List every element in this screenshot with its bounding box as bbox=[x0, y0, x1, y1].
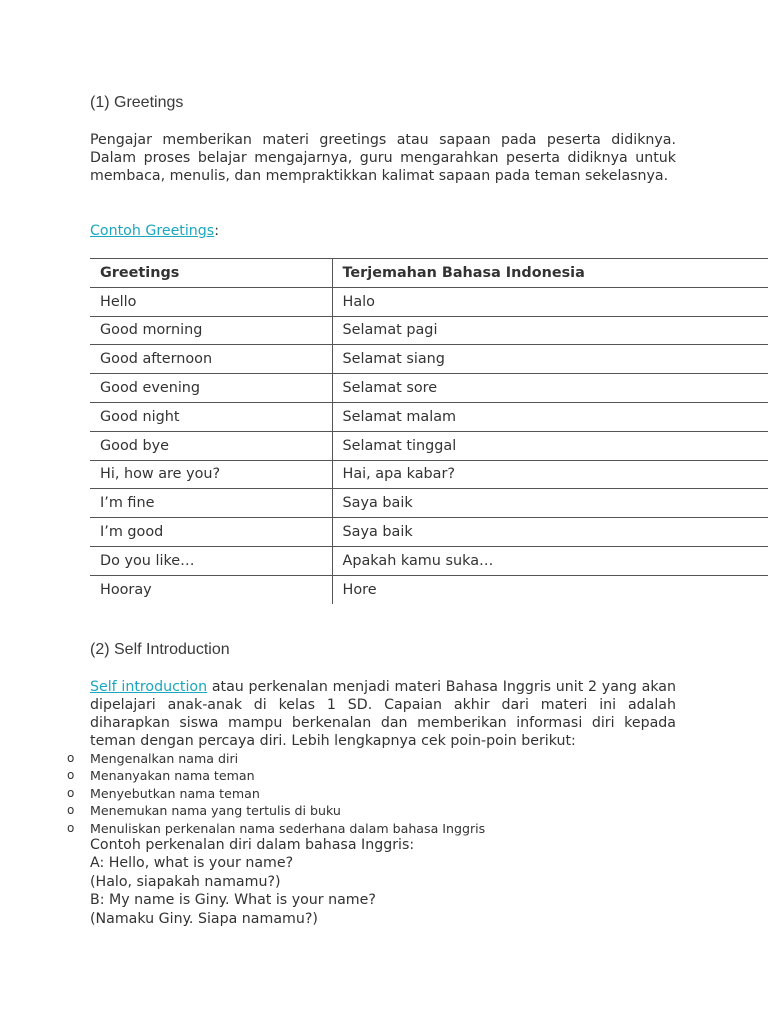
table-row bbox=[90, 489, 768, 518]
bullet-marker: o bbox=[67, 803, 75, 818]
translation-cell: Hai, apa kabar? bbox=[342, 466, 456, 483]
greeting-cell: Hi, how are you? bbox=[90, 460, 332, 489]
section-heading-self-introduction: (2) Self Introduction bbox=[90, 641, 230, 658]
example-line: (Halo, siapakah namamu?) bbox=[90, 873, 281, 890]
greeting-cell: Hooray bbox=[90, 575, 332, 604]
list-item-text: Mengenalkan nama diri bbox=[90, 751, 239, 766]
translation-cell: Saya baik bbox=[342, 495, 413, 512]
translation-cell: Selamat pagi bbox=[342, 322, 438, 339]
greeting-cell: Good evening bbox=[90, 374, 332, 403]
list-item-text: Menanyakan nama teman bbox=[90, 768, 255, 784]
example-line: (Namaku Giny. Siapa namamu?) bbox=[90, 910, 318, 927]
example-line: B: My name is Giny. What is your name? bbox=[90, 892, 376, 909]
translation-cell: Selamat malam bbox=[342, 408, 457, 425]
table-row bbox=[90, 546, 768, 575]
column-header-greetings: Greetings bbox=[90, 259, 332, 288]
table-row bbox=[90, 460, 768, 489]
column-header-translation: Terjemahan Bahasa Indonesia bbox=[342, 264, 585, 281]
greeting-cell: Good night bbox=[90, 402, 332, 431]
table-row bbox=[90, 575, 768, 604]
introduction-example bbox=[90, 836, 414, 928]
list-item bbox=[0, 750, 485, 767]
greeting-cell: Do you like… bbox=[90, 546, 332, 575]
translation-cell: Hore bbox=[342, 581, 377, 598]
self-introduction-text: atau perkenalan menjadi materi Bahasa Inggris unit 2 yang akan dipelajari anak-anak di kelas 1 SD. Capaian akhir dari materi ini adalah diharapkan siswa mampu berkenalan dan memberikan informasi diri kepada teman dengan percaya diri. Lebih lengkapnya cek poin-poin berikut: bbox=[90, 679, 676, 749]
table-row bbox=[90, 431, 768, 460]
greetings-table bbox=[90, 258, 768, 604]
table-row bbox=[90, 287, 768, 316]
greeting-cell: Good afternoon bbox=[90, 345, 332, 374]
bullet-marker: o bbox=[67, 820, 75, 835]
list-item-text: Menemukan nama yang tertulis di buku bbox=[90, 803, 341, 819]
example-line: Contoh perkenalan diri dalam bahasa Inggris: bbox=[90, 837, 415, 853]
section-heading-greetings: (1) Greetings bbox=[90, 94, 184, 111]
table-row bbox=[90, 345, 768, 374]
list-item-text: Menuliskan perkenalan nama sederhana dalam bahasa Inggris bbox=[90, 820, 486, 836]
greeting-cell: Good bye bbox=[90, 431, 332, 460]
table-row bbox=[90, 374, 768, 403]
list-item-text: Menyebutkan nama teman bbox=[90, 785, 260, 801]
bullet-marker: o bbox=[67, 751, 75, 765]
greetings-intro-paragraph: Pengajar memberikan materi greetings atau sapaan pada peserta didiknya. Dalam proses belajar mengajarnya, guru mengarahkan peserta didiknya untuk membaca, menulis, dan mempraktikkan kalimat sapaan pada teman sekelasnya. bbox=[90, 132, 676, 184]
example-line: A: Hello, what is your name? bbox=[90, 855, 294, 872]
translation-cell: Apakah kamu suka… bbox=[342, 552, 494, 569]
contoh-greetings-link[interactable]: Contoh Greetings bbox=[90, 223, 215, 239]
table-header-row bbox=[90, 259, 768, 288]
translation-cell: Saya baik bbox=[342, 524, 413, 541]
list-item bbox=[0, 785, 485, 802]
greeting-cell: I’m fine bbox=[90, 489, 332, 518]
learning-points-list bbox=[0, 750, 485, 837]
translation-cell: Selamat sore bbox=[342, 380, 438, 397]
contoh-greetings-line bbox=[90, 222, 676, 240]
table-row bbox=[90, 316, 768, 345]
translation-cell: Selamat tinggal bbox=[342, 437, 457, 454]
list-item bbox=[0, 802, 485, 819]
greeting-cell: I’m good bbox=[90, 518, 332, 547]
bullet-marker: o bbox=[67, 785, 75, 800]
translation-cell: Halo bbox=[342, 293, 375, 310]
list-item bbox=[0, 767, 485, 784]
greeting-cell: Good morning bbox=[90, 316, 332, 345]
greeting-cell: Hello bbox=[90, 287, 332, 316]
list-item bbox=[0, 820, 485, 837]
bullet-marker: o bbox=[67, 768, 75, 783]
colon-text: : bbox=[214, 223, 219, 239]
self-introduction-paragraph bbox=[90, 678, 676, 750]
table-row bbox=[90, 402, 768, 431]
table-row bbox=[90, 518, 768, 547]
self-introduction-link[interactable]: Self introduction bbox=[90, 679, 208, 695]
translation-cell: Selamat siang bbox=[342, 351, 445, 368]
